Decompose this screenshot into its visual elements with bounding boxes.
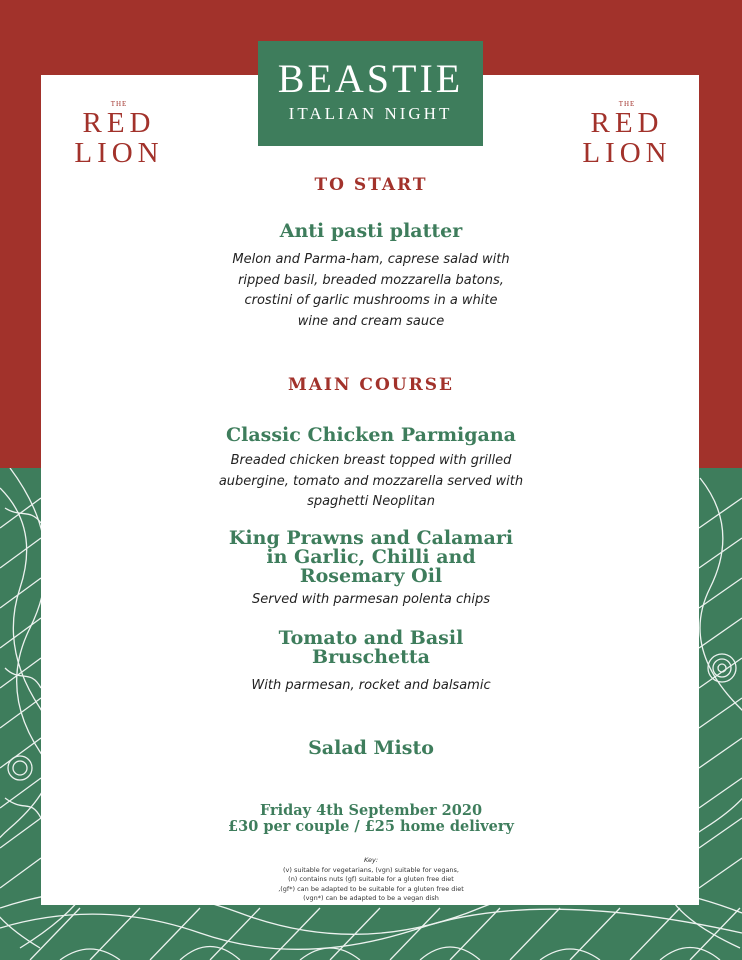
description-line: crostini of garlic mushrooms in a white (244, 293, 498, 308)
menu-title: BEASTIE (277, 56, 464, 101)
logo-line-2: LION (74, 137, 164, 169)
logo-line-1: RED (590, 107, 664, 139)
dish-description-chicken-parmigana (0, 451, 742, 513)
key-line: ,(gf*) can be adapted to be suitable for a gluten free diet (278, 884, 464, 893)
dish-name-line: Rosemary Oil (299, 565, 443, 587)
logo-small-text: THE (110, 100, 128, 108)
description-line: wine and cream sauce (297, 313, 445, 329)
section-heading-main: MAIN COURSE (288, 375, 454, 395)
dish-name-line: Salad Misto (308, 737, 434, 759)
dish-name-line: in Garlic, Chilli and (266, 546, 476, 568)
event-price: £30 per couple / £25 home delivery (228, 818, 514, 835)
key-line: (vgn*) can be adapted to be a vegan dish (303, 894, 439, 902)
key-title: Key: (363, 856, 379, 864)
dish-name-salad-misto (0, 739, 742, 758)
key-line: (n) contains nuts (gf) suitable for a gluten free diet (288, 875, 454, 883)
menu-subtitle: ITALIAN NIGHT (288, 104, 453, 123)
dish-description-king-prawns (0, 590, 742, 611)
description-line: Breaded chicken breast topped with grilled (230, 453, 512, 468)
dish-description-bruschetta (0, 676, 742, 697)
dish-name-chicken-parmigana (0, 426, 742, 445)
title-box (258, 41, 483, 146)
dish-name-line: Bruschetta (312, 646, 430, 668)
dish-name-line: Classic Chicken Parmigana (226, 424, 516, 446)
description-line: With parmesan, rocket and balsamic (251, 678, 491, 693)
description-line: ripped basil, breaded mozzarella batons, (238, 272, 504, 288)
description-line: Served with parmesan polenta chips (252, 592, 490, 607)
logo-line-1: RED (82, 107, 156, 139)
description-line: aubergine, tomato and mozzarella served with (218, 473, 524, 489)
red-lion-logo-right (582, 100, 672, 168)
description-line: spaghetti Neoplitan (307, 494, 435, 509)
red-lion-logo-left (74, 100, 164, 168)
dish-description-antipasti (0, 250, 742, 332)
dish-name-antipasti: Anti pasti platter (279, 220, 463, 242)
dish-name-bruschetta (0, 629, 742, 667)
dietary-key (0, 856, 742, 904)
dish-name-line: Tomato and Basil (278, 627, 464, 649)
description-line: Melon and Parma-ham, caprese salad with (232, 252, 510, 267)
logo-small-text: THE (618, 100, 636, 108)
section-heading-starter: TO START (314, 175, 428, 195)
dish-name-line: King Prawns and Calamari (228, 527, 514, 549)
dish-name-king-prawns (0, 529, 742, 586)
event-details (0, 803, 742, 835)
logo-line-2: LION (582, 137, 672, 169)
key-line: (v) suitable for vegetarians, (vgn) suitable for vegans, (282, 865, 460, 874)
event-date: Friday 4th September 2020 (259, 802, 483, 819)
